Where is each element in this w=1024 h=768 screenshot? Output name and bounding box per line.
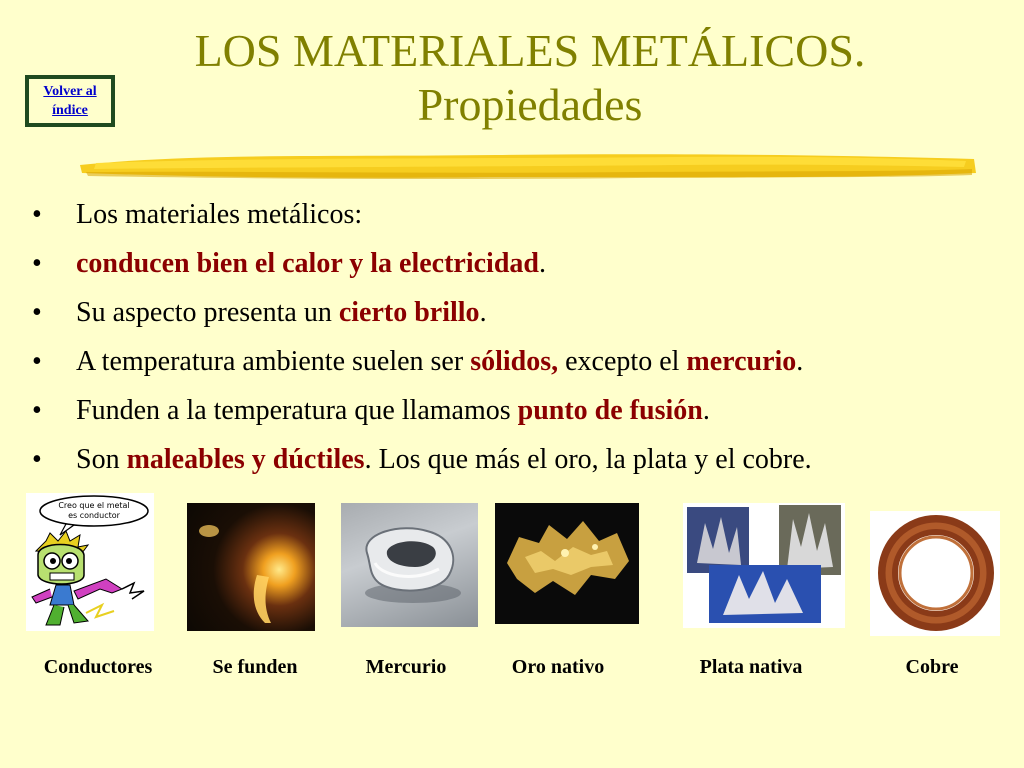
bullet-text: . (479, 297, 487, 328)
list-item (30, 344, 812, 393)
bullet-dot: • (32, 248, 42, 279)
mercury-image (341, 503, 478, 627)
molten-metal-image (187, 503, 315, 631)
caption-oro-nativo: Oro nativo (511, 656, 605, 678)
title-line-2: Propiedades (417, 79, 643, 130)
list-item (30, 393, 812, 442)
bullet-text: Los materiales metálicos: (76, 199, 363, 230)
caption-mercurio: Mercurio (365, 656, 447, 678)
bullet-text: Son (76, 444, 127, 475)
bullet-highlight: conducen bien el calor y la electricidad (76, 248, 539, 279)
bullet-text: Su aspecto presenta un (76, 297, 339, 328)
bullet-dot: • (32, 444, 42, 475)
bullet-text: . (796, 346, 804, 377)
bullet-text: excepto el (558, 346, 687, 377)
list-item (30, 197, 812, 246)
bullet-text: Funden a la temperatura que llamamos (76, 395, 518, 426)
bullet-highlight: cierto brillo (338, 297, 480, 328)
back-link-line-2[interactable]: índice (52, 103, 88, 118)
properties-list (30, 197, 812, 491)
bullet-dot: • (32, 395, 42, 426)
copper-coil-image (870, 511, 1000, 636)
list-item (30, 295, 812, 344)
bullet-highlight: maleables y dúctiles (126, 444, 365, 475)
back-to-index-box[interactable] (25, 75, 115, 127)
caption-cobre: Cobre (905, 656, 959, 678)
bullet-dot: • (32, 346, 42, 377)
cartoon-character-icon (26, 493, 154, 631)
bullet-text: . (538, 248, 546, 279)
back-link-line-1[interactable]: Volver al (43, 84, 97, 99)
bullet-highlight: mercurio (686, 346, 797, 377)
cartoon-conductor-image (26, 493, 154, 631)
native-silver-image (683, 503, 845, 628)
list-item (30, 442, 812, 491)
bubble-text-line-2: es conductor (68, 511, 120, 520)
page-title (130, 24, 930, 132)
bubble-text-line-1: Creo que el metal (58, 501, 130, 510)
bullet-text: A temperatura ambiente suelen ser (76, 346, 471, 377)
gold-nugget-image (495, 503, 639, 624)
caption-se-funden: Se funden (212, 656, 298, 678)
title-line-1: LOS MATERIALES METÁLICOS. (194, 25, 866, 76)
bullet-highlight: punto de fusión (517, 395, 703, 426)
brush-stroke-divider (76, 145, 978, 187)
caption-conductores: Conductores (43, 656, 153, 678)
bullet-text: . Los que más el oro, la plata y el cobre. (364, 444, 812, 475)
bullet-dot: • (32, 199, 42, 230)
bullet-text: . (702, 395, 710, 426)
caption-plata-nativa: Plata nativa (699, 656, 803, 678)
bullet-dot: • (32, 297, 42, 328)
back-to-index-link[interactable] (43, 82, 96, 120)
list-item (30, 246, 812, 295)
bullet-highlight: sólidos, (470, 346, 559, 377)
